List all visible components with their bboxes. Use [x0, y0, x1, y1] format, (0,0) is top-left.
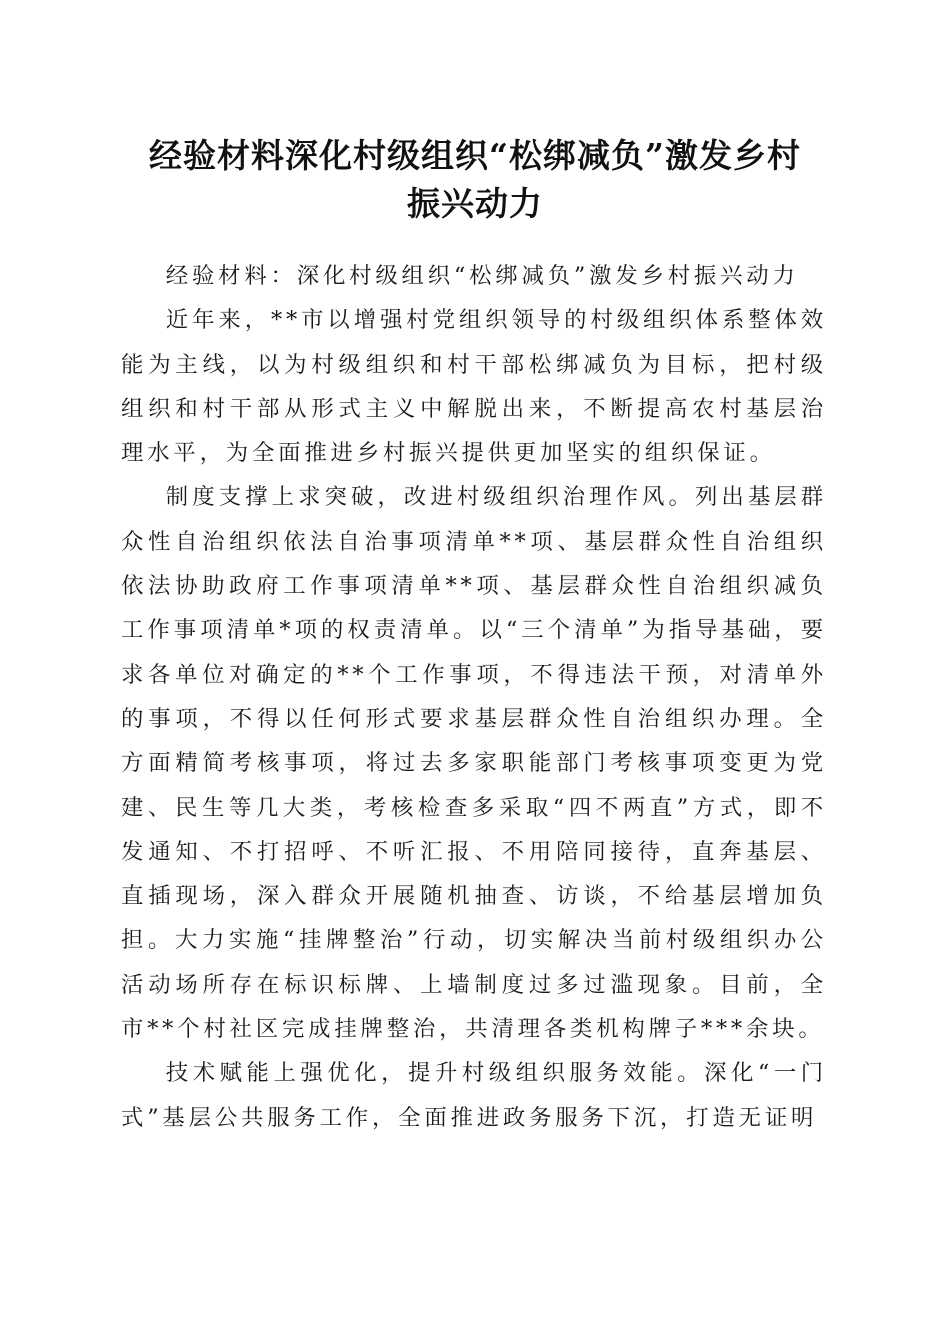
paragraph-subtitle: 经验材料：深化村级组织“松绑减负”激发乡村振兴动力 — [165, 263, 799, 289]
document-body — [121, 254, 827, 1140]
paragraph-technology-empowerment: 技术赋能上强优化，提升村级组织服务效能。深化“一门式”基层公共服务工作，全面推进政务服务下沉，打造无证明 — [121, 1060, 827, 1131]
title-line-2: 振兴动力 — [407, 184, 543, 223]
title-line-1: 经验材料深化村级组织“松绑减负”激发乡村 — [149, 136, 801, 175]
document-title — [110, 132, 840, 228]
paragraph-institutional-support: 制度支撑上求突破，改进村级组织治理作风。列出基层群众性自治组织依法自治事项清单**项、基层群众性自治组织依法协助政府工作事项清单**项、基层群众性自治组织减负工作事项清单*项的权责清单。以“三个清单”为指导基础，要求各单位对确定的**个工作事项，不得违法干预，对清单外的事项，不得以任何形式要求基层群众性自治组织办理。全方面精简考核事项，将过去多家职能部门考核事项变更为党建、民生等几大类，考核检查多采取“四不两直”方式，即不发通知、不打招呼、不听汇报、不用陪同接待，直奔基层、直插现场，深入群众开展随机抽查、访谈，不给基层增加负担。大力实施“挂牌整治”行动，切实解决当前村级组织办公活动场所存在标识标牌、上墙制度过多过滥现象。目前，全市**个村社区完成挂牌整治，共清理各类机构牌子***余块。 — [121, 484, 827, 1043]
paragraph-intro: 近年来，**市以增强村党组织领导的村级组织体系整体效能为主线，以为村级组织和村干部松绑减负为目标，把村级组织和村干部从形式主义中解脱出来，不断提高农村基层治理水平，为全面推进乡村振兴提供更加坚实的组织保证。 — [121, 307, 827, 467]
